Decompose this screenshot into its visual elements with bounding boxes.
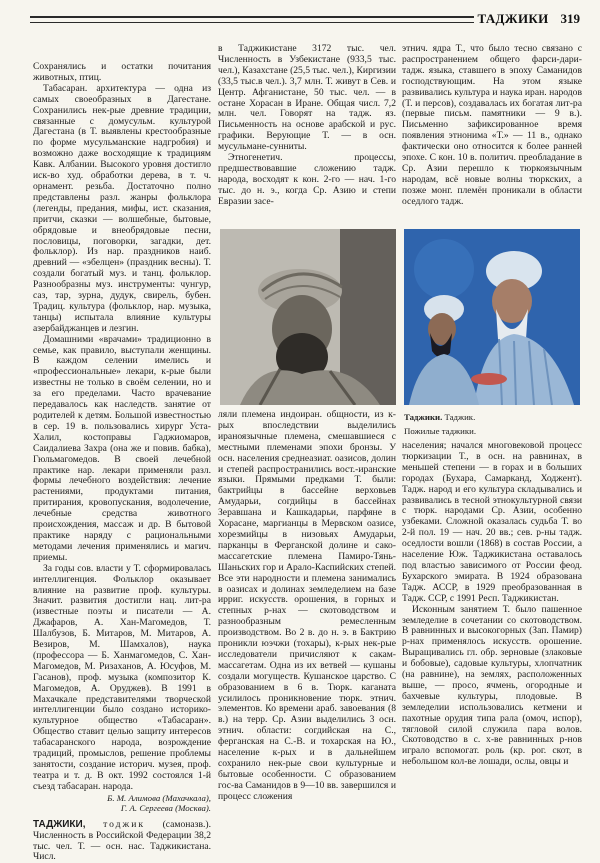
paragraph: Этногенетич. процессы, предшествовавшие сложению тадж. народа, восходят к кон. 2-го — нач. 1-го тыс. до н. э., когда Ср. Азию и степи Евразии засе- (218, 152, 396, 207)
column-2-top (218, 44, 396, 208)
photo-tajik-man (220, 229, 396, 405)
entry-start (33, 820, 211, 863)
caption-text: Таджик. (442, 412, 476, 422)
color-photo-illustration (404, 229, 580, 405)
paragraph: Исконным занятием Т. было пашенное земледелие в сочетании со скотоводством. В равнинных и высокогорных (Зап. Памир) р-нах применялось искусств. орошение. Выращивались гл. обр. зерновые (злаковые и бобовые), садовые культуры, хлопчатник (на равнине), на землях, расположенных выше, — просо, ячмень, огородные и бахчевые культуры, плодовые. В земледелии использовались кетмени и пахотные орудия типа рала (омоч, испор), тягловой силой служила пара волов. Скотоводство в с. х-ве равнинных р-нов играло вспомогат. роль (кр. рог. скот, в небольшом кол-ве лошади, ослы, овцы и (402, 603, 582, 768)
column-3-bottom (402, 441, 582, 768)
column-1 (33, 62, 211, 863)
paragraph: Табасаран. архитектура — одна из самых своеобразных в Дагестане. Сохранились нек-рые древние традиции, связанные с домусульм. культурой Дагестана (в Т. выявлены крестообразные по форме мусульманские надгробия) и возможно даже восходящие к традициям Кавк. Албании. Высокого уровня достигло иск-во худ. обработки дерева, в т. ч. орнамент. резьба. Достаточно полно представлены разл. жанры фольклора (легенды, предания, мифы, ист. сказания, притчи, сказки — волшебные, бытовые, обрядовые и внеобрядовые песни, пословицы, поговорки, загадки, дет. фольклор). Из нар. праздников наиб. древний — «эбелцен» (праздник весны). Т. создали богатый муз. и танц. фольклор. Разнообразны муз. инструменты: чунгур, саз, тар, зурна, дудук, свирель, бубен. Традиц. культура (фольклор, нар. музыка, танцы) испытала влияние культуры азербайджанцев и лезгин. (33, 82, 211, 334)
entry-headword: ТАДЖИКИ, (33, 818, 86, 830)
header-rule (30, 16, 474, 23)
photo-caption (404, 412, 475, 423)
paragraph: в Таджикистане 3172 тыс. чел. Численность в Узбекистане (933,5 тыс. чел.), Казахстане (25,5 тыс. чел.), Киргизии (33,5 тыс.в чел.). 3,7 млн. Т. живут в Сев. и Центр. Афганистане, 50 тыс. чел. — в остане Хорасан в Иране. Общая числ. 7,2 млн. чел. Говорят на тадж. яз. Письменность на основе арабской и рус. графики. Верующие Т. — в осн. мусульмане-сунниты. (218, 43, 396, 153)
column-2-bottom (218, 410, 396, 803)
paragraph: Сохранялись и остатки почитания животных, птиц. (33, 61, 211, 83)
paragraph: населения; начался многовековой процесс тюркизации Т., в осн. на равнинах, в меньшей степени — в горах и в больших городах (Бухара, Самарканд, Ходжент). Тадж. народ и его культура складывались и развивались в тесной этнокультурной связи с тюрк. народами Ср. Азии, особенно узбеками. Сложной оказалась судьба Т. во 2-й пол. 19 — нач. 20 вв.; сев. р-ны тадж. оседлости вошли (1868) в состав России, а население Юж. Таджикистана оставалось под властью зависимого от России феод. Бухарского эмирата. В 1924 образована Тадж. АССР, в 1929 преобразованная в Тадж. ССР, с 1991 Респ. Таджикистан. (402, 440, 582, 604)
photo-elderly-tajiks (404, 229, 580, 405)
page-number: 319 (560, 11, 580, 26)
entry-text: (самоназв.). Численность в Российской Федерации 38,2 тыс. чел. Т. — осн. нас. Таджикистана. Числ. (33, 818, 211, 863)
photo-caption: Пожилые таджики. (404, 426, 477, 436)
paragraph: ляли племена индоиран. общности, из к-рых впоследствии выделились ираноязычные племена, смешавшиеся с местными племенами эпохи бронзы. У осн. населения среднеазиат. оазисов, долин и степей распространились вост.-иранские языки. Прямыми предками Т. были: бактрийцы в бассейне верховьев Амударьи, согдийцы в бассейнах Зеравшана и Кашкадарьи, парфяне в Хорасане, маргианцы в Мервском оазисе, хорезмийцы в низовьях Амударьи, парканцы в Ферганской долине и сако-массагетские племена Памиро-Тянь-Шаньских гор и Арало-Каспийских степей. Все эти народности и племена занимались в оазисах и долинах земледелием на базе ирриг. искусств. орошения, в горных и степных р-нах — скотоводством и разнообразным ремесленным производством. Во 2 в. до н. э. в Бактрию проникли юэчжи (тохары), к-рых нек-рые исследователи причисляют к сакам-массагетам. Одна из их ветвей — кушаны создали могуществ. Кушанское царство. С образованием в 6 в. Тюрк. каганата усилилось проникновение тюрк. этнич. элементов. Ко времени араб. завоевания (8 в.) на терр. Ср. Азии выделились 3 осн. этнич. области: согдийская на С., ферганская на С.-В. и тохарская на Ю., население к-рых и в дальнейшем сохранило нек-рые свои культурные и бытовые особенности. С образованием гос-ва Саманидов в 9—10 вв. завершился и процесс сложения (218, 409, 396, 802)
paragraph: Домашними «врачами» традиционно в семье, как правило, выступали женщины. В каждом селении имелись и «профессиональные» лекари, к-рые были известны не только в своём селении, но и за его пределами. Часто врачевание передавалось как наследств. занятие от родителей к детям. Большой известностью в сер. 19 в. пользовались хирург Уста-Халил, костоправы Гаджиомаров, Саидалиева Захра (она же и повив. бабка), Гюльмагомедов. В своей лечебной практике нар. лекари применяли разл. формы лечебного воздействия: лечение растениями, продуктами питания, притирания, кровопускания, водолечение, лечебные средства животного происхождения, массаж и др. В бытовой практике наряду с рациональными методами лечения применялись и магич. приемы. (33, 333, 211, 563)
paragraph: За годы сов. власти у Т. сформировалась интеллигенция. Фольклор оказывает влияние на развитие проф. культуры. Значит. развития достигли нац. лит-ра (известные поэты и писатели — А. Джафаров, А. Хан-Магомедов, Т. Шалбузов, Б. Митаров, М. Митаров, А. Везиров, М. Шамхалов), наука (профессора — Б. Ханмагомедов, С. Хан-Магомедов, М. Ризаханов, А. Юсуфов, М. Гасанов), проф. музыка (композитор К. Магомедов, А. Оруджев). В 1991 в Махачкале представителями творческой интеллигенции было создано историко-культурное общество «Табасаран». Общество ставит целью защиту интересов табасаранского народа, возрождение традиций, промыслов, решение проблемы занятости, создание историч. музея, проф. театра и т. д. В окт. 1992 состоялся 1-й съезд табасаран. народа. (33, 562, 211, 792)
running-title: ТАДЖИКИ (477, 11, 549, 26)
author-signature: Б. М. Алимова (Махачкала), (107, 792, 211, 803)
running-header (30, 12, 580, 26)
paragraph: этнич. ядра Т., что было тесно связано с распространением общего фарси-дари-тадж. языка, ставшего в эпоху Саманидов господствующим. На этом языке развивались культура и наука иран. народов (Т. и персов), создавалась их богатая лит-ра (первые письм. памятники — 9 в.). Письменно зафиксированное время появления этнонима «Т.» — 11 в., однако фактически оно относится к более ранней эпохе. С кон. 10 в. политич. преобладание в Ср. Азии перешло к тюркоязычным народам, всё новые волны тюркских, а позже монг. племён проникали в области оседлого тадж. (402, 43, 582, 207)
portrait-illustration (220, 229, 396, 405)
author-signature: Г. А. Сергеева (Москва). (120, 803, 211, 814)
column-3-top (402, 44, 582, 208)
entry-selfname: тоджик (103, 818, 145, 830)
caption-title: Таджики. (404, 412, 443, 422)
